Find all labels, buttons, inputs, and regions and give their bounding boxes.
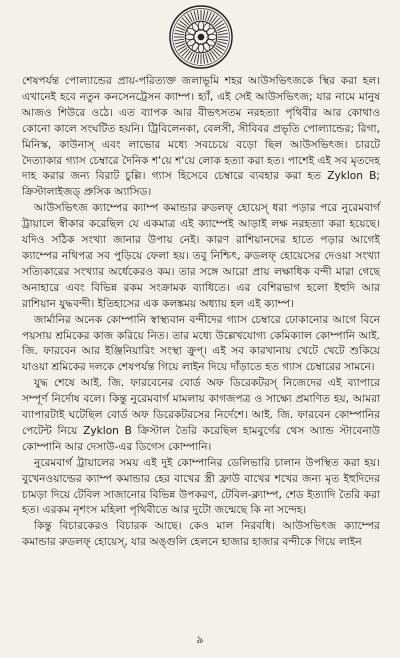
- paragraph-2: আউসভিৎজ ক্যাম্পের ক্যাম্প কমান্ডার রুডলফ্ হোয়েস্ ধরা পড়ার পরে নুরেমবার্গ ট্রায়ালে স্বীকার করেছিল যে একমাত্র এই ক্যাম্পেই আড়াই লক্ষ নরহত্যা করা হয়েছে। যদিও সঠিক সংখ্যা জানার উপায় নেই। কারণ রাশিয়ানদের হাতে পড়ার আগেই ক্যাম্পের নথিপত্র সব পুড়িয়ে ফেলা হয়। তবু নিশ্চিৎ, রুডলফ্ হোয়েসের দেওয়া সংখ্যা সত্যিকারের সংখ্যার অর্ধেকেরও কম। তার সঙ্গে আরো প্রায় লক্ষাধিক বন্দী মারা গেছে অনাহারে এবং বিভিন্ন রকম সংক্রামক ব্যাধিতে। এর বেশিরভাগ হলো ইহুদি আর রাশিয়ান যুদ্ধবন্দী। ইতিহাসের এক কলঙ্কময় অধ্যায় হল এই ক্যাম্প।: [22, 202, 380, 310]
- paragraph-3: জার্মানির অনেক কোম্পানি স্বাস্থ্যবান বন্দীদের গ্যাস চেম্বারে ঢোকানোর আগে বিনে পয়সায় শ্রমিকের কাজ করিয়ে নিত। তার মধ্যে উল্লেখযোগ্য কেমিক্যাল কোম্পানি আই. জি. ফারবেন আর ইঞ্জিনিয়ারিং সংস্থা ক্রুপ্। এই সব কারখানায় খেটে খেটে শুকিয়ে যাওয়া শ্রমিকের দলকে শেষপর্যন্ত গিয়ে লাইন দিয়ে দাঁড়াতে হত গ্যাস চেম্বারের সামনে।: [22, 313, 380, 374]
- body-text: [22, 74, 380, 551]
- paragraph-4: যুদ্ধ শেষে আই. জি. ফারবেনের বোর্ড অফ ডিরেকটরস্ নিজেদের এই ব্যাপারে সম্পূর্ণ নির্দোষ বলে। কিন্তু নুরেমবার্গ মামলায় কাগজপত্র ও সাক্ষ্যে প্রমাণিত হয়, আমরা ব্যাপারটাই ঘটেছিল বোর্ড অফ ডিরেকটরসের নির্দেশে। আই. জি. ফারবেন কোম্পানির পেটেন্ট নিয়ে Zyklon B ক্রিস্টাল তৈরি করেছিল হামবুর্গের থেস অ্যান্ড স্টাবেনাউ কোম্পানি আর দেসাউ-এর ডিগেস কোম্পানি।: [22, 377, 380, 453]
- paragraph-5: নুরেমবার্গ ট্রায়ালের সময় এই দুই কোম্পানির ডেলিভারি চালান উপস্থিত করা হয়। বুখেনওয়াল্ডের ক্যাম্প কমান্ডার হের বাখের স্ত্রী ফ্রাউ বাখের শখের জন্য মৃত ইহুদিদের চামড়া দিয়ে টেবিল সাজানোর বিভিন্ন উপকরণ, টেবিল-ক্ল্যাম্প, শেড ইত্যাদি তৈরি করা হত। এরকম নৃশংস মহিলা পৃথিবীতে আর দুটো জন্মেছে কি না সন্দেহ।: [22, 456, 380, 517]
- page-number: ৯: [196, 633, 204, 646]
- paragraph-6: কিন্তু বিচারকেরও বিচারক আছে। কেও মাল নিরবধি। আউসভিৎজ ক্যাম্পের কমান্ডার রুডলফ্ হোয়েস্, যার অঙ্গুলি হেলনে হাজার হাজার বন্দীকে গিয়ে লাইন: [22, 520, 380, 549]
- paragraph-1: শেষপর্যন্ত পোল্যান্ডের প্রায়-পরিত্যক্ত জলাভূমি শহর আউসভিৎজকে স্থির করা হল। এখানেই হবে নতুন কনসেনট্রেসন ক্যাম্প। হ্যাঁ, এই সেই আউসভিৎজ; যার নামে মানুষ আজও শিউরে ওঠে। এত ব্যাপক আর বীভৎসতম নরহত্যা পৃথিবীর আর কোথাও কোনো কালে সংঘটিত হয়নি। ট্রিবিলেনকা, বেলসী, সীবিবর প্রভৃতি পোল্যান্ডের; রিগা, মিনিস্ক, কাউনাস্ এবং লাভোর মধ্যে সবচেয়ে বড়ো ছিল আউসভিৎজ। চারটে দৈত্যাকার গ্যাস চেম্বারে দৈনিক শ'য়ে শ'য়ে লোক হত্যা করা হত। পাশেই এই সব মৃতদেহ দাহ করার জন্য বিরাট চুল্লি। গ্যাস হিসেবে চেম্বারে ব্যবহার করা হত Zyklon B; ক্রিস্টালাইজড্ প্রুসিক অ্যাসিড।: [22, 75, 380, 199]
- ornamental-emblem-icon: [168, 4, 234, 70]
- book-page: [0, 4, 400, 658]
